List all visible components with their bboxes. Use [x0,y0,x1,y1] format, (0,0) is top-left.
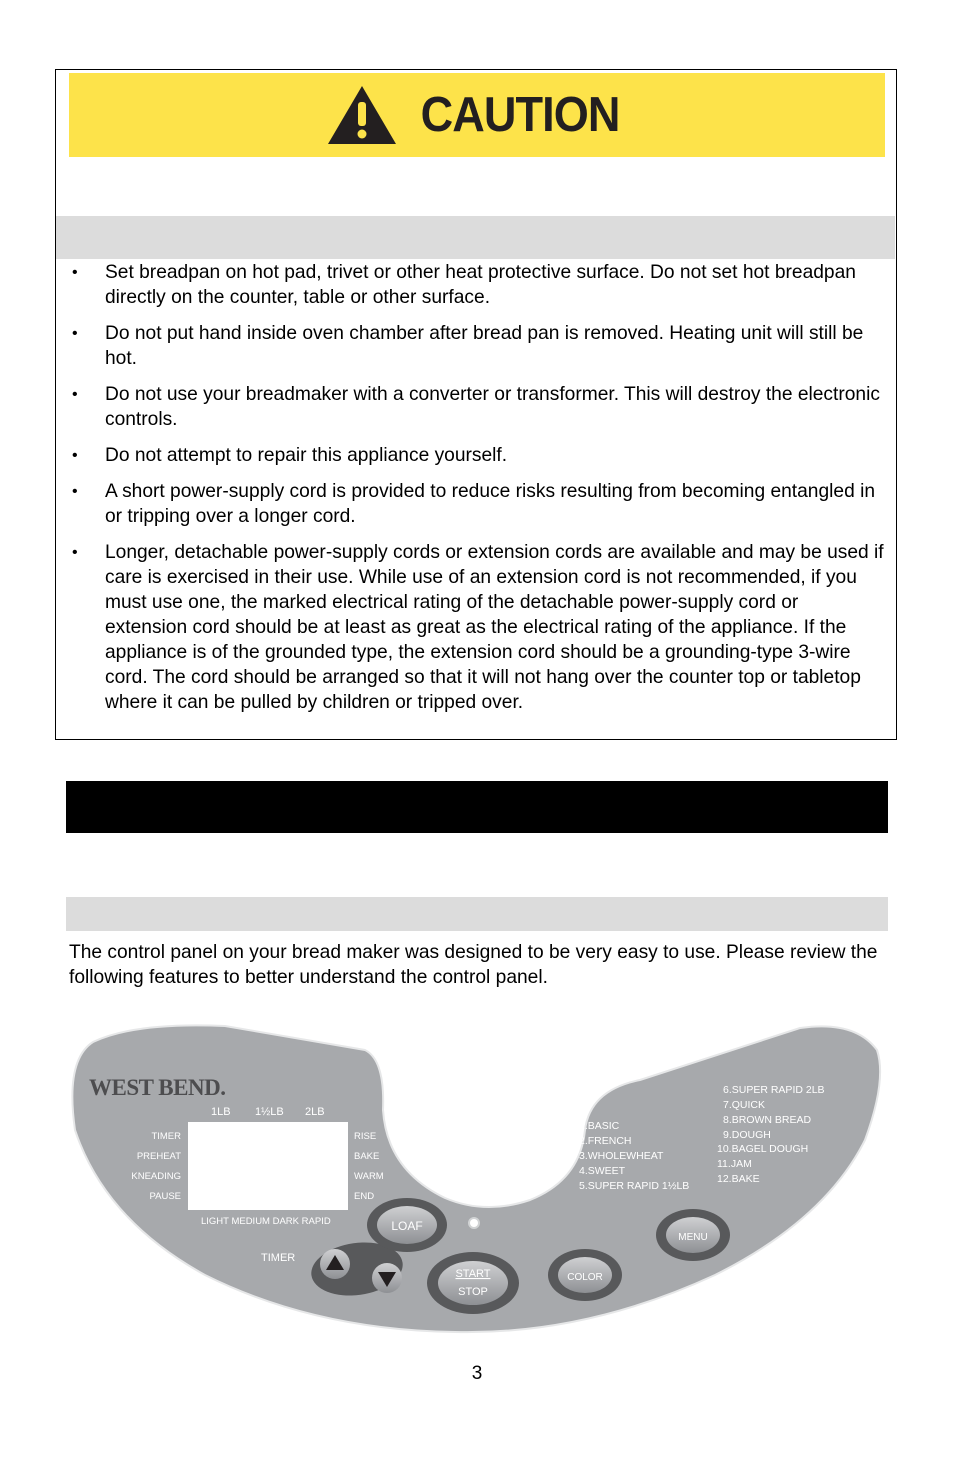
lcd-display [188,1122,348,1210]
stop-label: STOP [458,1286,488,1298]
list-item: • Do not attempt to repair this appliance yourself. [70,443,885,468]
caution-banner [69,73,885,157]
loaf-size-label: 1LB [211,1106,231,1118]
menu-button-label: MENU [678,1232,708,1243]
menu-item: 9.DOUGH [723,1129,771,1141]
menu-item: 12.BAKE [717,1173,760,1185]
list-item: • Do not put hand inside oven chamber after bread pan is removed. Heating unit will still be hot. [70,321,885,371]
list-item: • A short power-supply cord is provided to reduce risks resulting from becoming entangled in or tripping over a longer cord. [70,479,885,529]
caution-box [55,69,897,740]
timer-label: TIMER [261,1252,296,1264]
loaf-size-label: 1½LB [255,1106,284,1118]
power-indicator-light [469,1218,479,1228]
control-panel-illustration [65,1020,887,1338]
indicator-label: PAUSE [149,1191,181,1202]
intro-paragraph: The control panel on your bread maker was designed to be very easy to use. Please review the following features to better understand the control panel. [69,942,878,988]
indicator-label: END [354,1191,375,1202]
subsection-bar [66,897,888,931]
caution-title [69,73,885,157]
indicator-label: PREHEAT [136,1151,181,1162]
section-bar [56,216,895,259]
menu-item: 8.BROWN BREAD [723,1114,812,1126]
page-number: 3 [471,1363,483,1384]
indicator-label: RISE [354,1131,377,1142]
caution-word: CAUTION [420,88,620,142]
menu-item: 3.WHOLEWHEAT [579,1150,664,1162]
menu-item: 7.QUICK [723,1099,766,1111]
color-button-label: COLOR [567,1272,603,1283]
list-item: • Set breadpan on hot pad, trivet or other heat protective surface. Do not set hot breadpan directly on the counter, table or other surface. [70,260,885,310]
section-header-bar [66,781,888,833]
list-item: • Longer, detachable power-supply cords or extension cords are available and may be used if care is exercised in their use. While use of an extension cord is not recommended, if you must use one, the marked electrical rating of the detachable power-supply cord or extension cord should be at least as great as the electrical rating of the appliance. If the appliance is of the grounded type, the extension cord should be a grounding-type 3-wire cord. The cord should be arranged so that it will not hang over the counter top or tabletop where it can be pulled by children or tripped over. [70,540,885,715]
start-label: START [455,1268,491,1280]
warning-triangle-icon [326,84,398,146]
indicator-label: BAKE [354,1151,380,1162]
brand-logo: WEST BEND. [89,1075,226,1100]
menu-item: 6.SUPER RAPID 2LB [723,1084,825,1096]
crust-color-options: LIGHT MEDIUM DARK RAPID [201,1216,331,1227]
menu-item: 5.SUPER RAPID 1½LB [579,1180,690,1192]
list-item: • Do not use your breadmaker with a converter or transformer. This will destroy the electronic controls. [70,382,885,432]
menu-item: 11.JAM [717,1158,752,1170]
indicator-label: TIMER [151,1131,181,1142]
loaf-size-label: 2LB [305,1106,325,1118]
menu-item: 2.FRENCH [579,1135,632,1147]
indicator-label: WARM [354,1171,384,1182]
indicator-label: KNEADING [131,1171,181,1182]
menu-item: 1.BASIC [579,1120,620,1132]
menu-item: 4.SWEET [579,1165,626,1177]
loaf-button-label: LOAF [391,1219,423,1233]
caution-list [70,260,885,726]
menu-item: 10.BAGEL DOUGH [717,1143,809,1155]
